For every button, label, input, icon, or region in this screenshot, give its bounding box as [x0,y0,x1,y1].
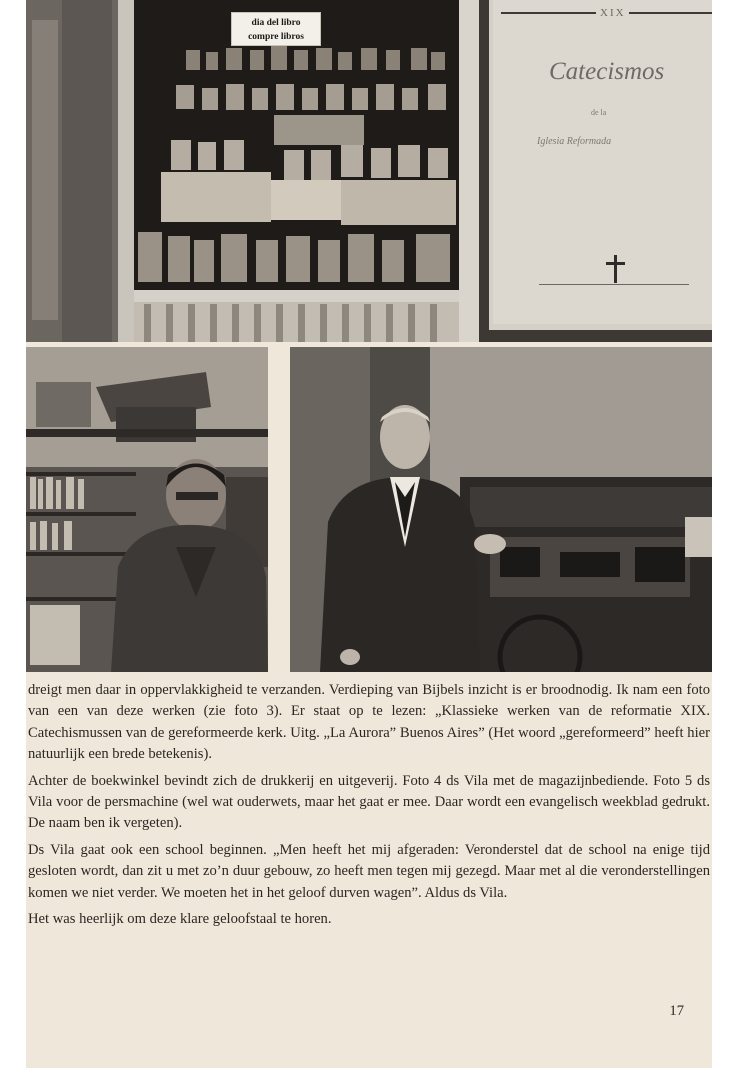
cover-subtitle-small: de la [591,108,607,117]
paragraph-2: Achter de boekwinkel bevindt zich de drukkerij en uitgeverij. Foto 4 ds Vila met de magazijnbediende. Foto 5 ds Vila voor de persmachine (wel wat ouderwets, maar het gaat er mee. Daar wordt een evangelisch weekblad gedrukt. De naam ben ik vergeten). [28,772,710,832]
article-text [28,680,710,935]
catechism-cover-photo [479,0,712,342]
printing-press-photo [290,347,712,672]
stockroom-photo [26,347,268,672]
sign-line-2: compre libros [248,32,304,42]
cover-series-number: XIX [600,7,626,19]
page [26,0,712,1068]
cover-subtitle: Iglesia Reformada [537,136,612,147]
window-sign [231,12,321,46]
paragraph-4: Het was heerlijk om deze klare geloofstaal te horen. [28,911,332,928]
sign-line-1: dia del libro [251,18,301,28]
paragraph-1: dreigt men daar in oppervlakkigheid te verzanden. Verdieping van Bijbels inzicht is er broodnodig. Ik nam een foto van een van deze werken (zie foto 3). Er staat op te lezen: „Klassieke werken van de reformatie XIX. Catechismussen van de gereformeerde kerk. Uitg. „La Aurora” Buenos Aires” (Het woord „gereformeerd” heeft hier natuurlijk een brede betekenis). [28,682,710,763]
page-number: 17 [669,1003,684,1019]
bookshop-window-photo [26,0,479,342]
paragraph-3: Ds Vila gaat ook een school beginnen. „Men heeft het mij afgeraden: Veronderstel dat de school na enige tijd gesloten wordt, dan zit u met zo’n duur gebouw, zo heeft men tegen mij gezegd. Maar met al die veronderstellingen komen we niet verder. We moeten het in het geloof durven wagen”. Aldus ds Vila. [28,841,710,901]
cover-title: Catecismos [549,58,665,85]
